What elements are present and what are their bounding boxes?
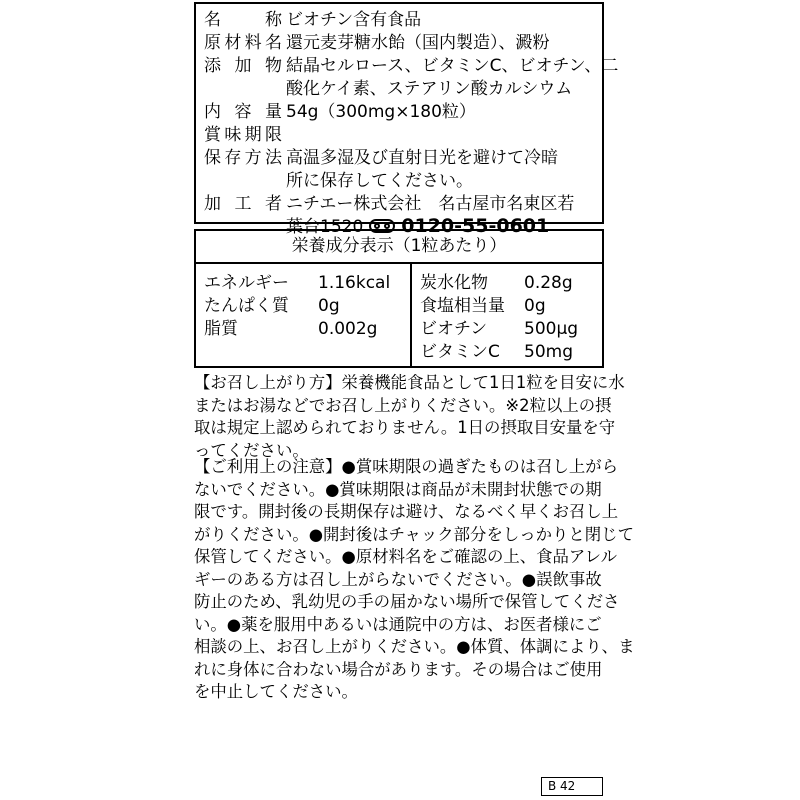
caution-line: 相談の上、お召し上がりください。●体質、体調により、ま [194, 637, 635, 656]
storage-value-line1: 高温多湿及び直射日光を避けて冷暗 [286, 148, 558, 168]
spec-row-additives-cont [196, 79, 602, 99]
maker-address: 葉台1520 [286, 217, 364, 237]
nutrition-row: ビタミンC 50mg [420, 342, 573, 362]
maker-label: 加 工 者 [204, 194, 282, 214]
nutrition-row: 脂質 0.002g [204, 319, 378, 339]
nutrition-title: 栄養成分表示（1粒あたり） [196, 231, 602, 264]
caution-line: を中止してください。 [194, 682, 358, 701]
maker-phone: 0120-55-0601 [401, 215, 550, 237]
usage-line: またはお湯などでお召し上がりください。※2粒以上の摂 [194, 395, 612, 415]
expiry-label: 賞 味 期 限 [204, 125, 282, 145]
product-code-badge: B 42 [541, 777, 603, 796]
storage-value-line2: 所に保存してください。 [286, 171, 473, 191]
name-label: 名 称 [204, 10, 282, 30]
spec-row-name [196, 10, 602, 30]
additives-label: 添 加 物 [204, 56, 282, 76]
caution-line: い。●薬を服用中あるいは通院中の方は、お医者様にご [194, 614, 602, 634]
spec-row-expiry [196, 125, 602, 145]
name-value: ビオチン含有食品 [286, 10, 422, 30]
spec-row-storage [196, 148, 602, 168]
caution-line: ないでください。●賞味期限は商品が未開封状態での期 [194, 479, 602, 499]
materials-label: 原 材 料 名 [204, 33, 282, 53]
nutrition-row: 炭水化物 0.28g [420, 273, 573, 293]
nutrition-row: エネルギー 1.16kcal [204, 273, 391, 293]
caution-line: 限です。開封後の長期保存は避け、なるべく早くお召し上 [194, 502, 619, 521]
caution-line: 防止のため、乳幼児の手の届かない場所で保管してくださ [194, 592, 620, 611]
usage-cautions [194, 456, 635, 704]
storage-label: 保 存 方 法 [204, 148, 282, 168]
nutrition-row: 食塩相当量 0g [420, 296, 546, 316]
spec-row-storage-cont [196, 171, 602, 191]
product-spec-table [194, 2, 619, 237]
maker-value-line1: ニチエー株式会社 名古屋市名東区若 [286, 194, 575, 214]
usage-line: ってください。 [194, 440, 309, 460]
spec-row-content [196, 102, 602, 122]
caution-line: ギーのある方は召し上がらないでください。●誤飲事故 [194, 569, 602, 589]
nutrition-row: たんぱく質 0g [204, 296, 340, 316]
usage-line: 取は規定上認められておりません。1日の摂取目安量を守 [194, 418, 616, 437]
spec-row-additives [196, 56, 619, 76]
spec-row-materials [196, 33, 602, 53]
caution-line: がりください。●開封後はチャック部分をしっかりと閉じて [194, 524, 634, 544]
caution-line: 【ご利用上の注意】●賞味期限の過ぎたものは召し上がら [194, 457, 619, 476]
content-value: 54g（300mg×180粒） [286, 102, 476, 122]
nutrition-facts-table [194, 229, 604, 368]
nutrition-row: ビオチン 500μg [420, 319, 579, 339]
usage-instructions [194, 372, 625, 462]
materials-value: 還元麦芽糖水飴（国内製造）、澱粉 [286, 33, 550, 53]
spec-row-maker [196, 194, 602, 214]
nutrition-divider [410, 262, 412, 366]
content-label: 内 容 量 [204, 102, 282, 122]
additives-value-line2: 酸化ケイ素、ステアリン酸カルシウム [286, 79, 573, 99]
caution-line: れに身体に合わない場合があります。その場合はご使用 [194, 659, 603, 679]
additives-value-line1: 結晶セルロース、ビタミンC、ビオチン、二 [286, 56, 619, 76]
usage-line: 【お召し上がり方】栄養機能食品として1日1粒を目安に水 [194, 373, 625, 392]
caution-line: 保管してください。●原材料名をご確認の上、食品アレル [194, 547, 617, 566]
